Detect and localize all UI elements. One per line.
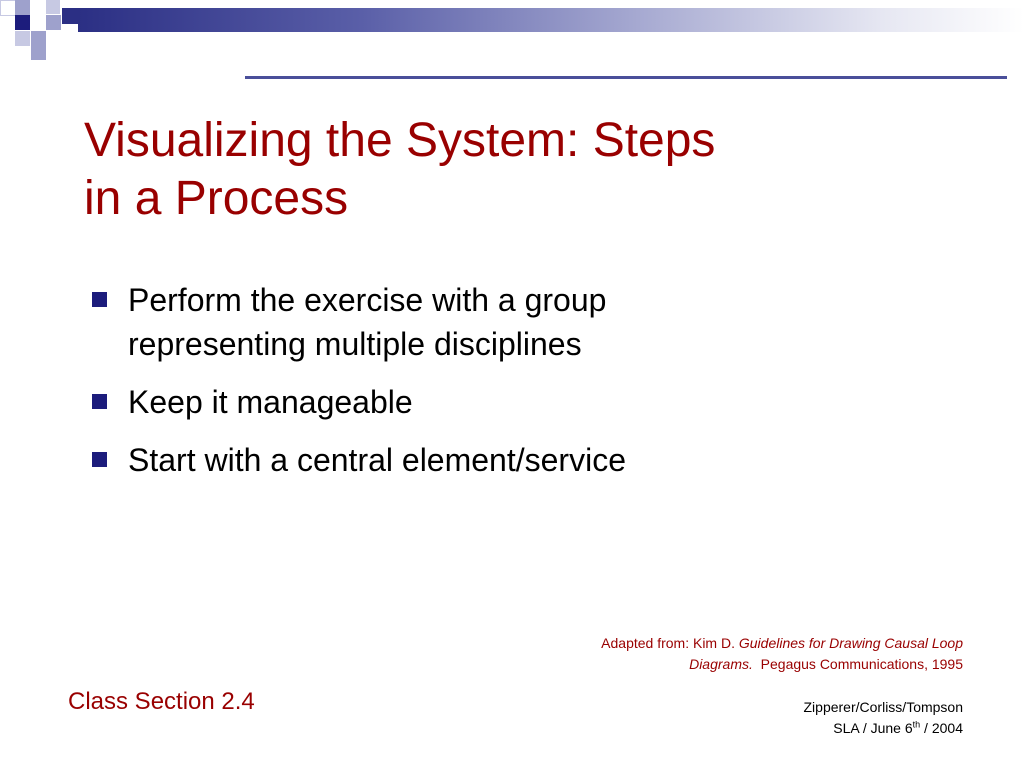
bullet-item — [90, 380, 850, 424]
bullet-text: Keep it manageable — [128, 384, 413, 420]
authors-footer — [663, 697, 963, 739]
citation-title: Guidelines for Drawing Causal Loop — [738, 635, 963, 651]
citation-prefix: Adapted from: Kim D. — [601, 635, 739, 651]
title-rule — [245, 76, 1007, 79]
deco-square — [15, 15, 30, 30]
slide-title — [84, 112, 944, 228]
deco-square — [15, 31, 30, 46]
deco-square — [31, 31, 46, 46]
square-bullet-icon — [92, 452, 107, 467]
deco-square — [31, 46, 46, 60]
deco-square — [31, 15, 46, 30]
bullet-item — [90, 438, 850, 482]
header-gradient-bar — [78, 8, 1024, 32]
date-prefix: SLA / June 6 — [833, 720, 913, 736]
citation — [443, 633, 963, 675]
square-bullet-icon — [92, 394, 107, 409]
section-label: Class Section 2.4 — [68, 688, 255, 715]
citation-suffix: Pegagus Communications, 1995 — [752, 656, 963, 672]
author-names: Zipperer/Corliss/Tompson — [803, 699, 963, 715]
bullet-list — [90, 278, 850, 496]
date-suffix: th — [912, 719, 921, 730]
square-bullet-icon — [92, 292, 107, 307]
slide-title-line: in a Process — [84, 172, 349, 225]
slide-title-line: Visualizing the System: Steps — [84, 114, 716, 167]
bullet-item — [90, 278, 850, 366]
bullet-text: Perform the exercise with a group — [128, 282, 607, 318]
bullet-text: Start with a central element/service — [128, 442, 626, 478]
citation-title: Diagrams. — [689, 656, 753, 672]
deco-square — [0, 0, 16, 16]
date-year: / 2004 — [920, 720, 963, 736]
deco-square — [46, 0, 60, 14]
bullet-text: representing multiple disciplines — [128, 326, 582, 362]
deco-square — [15, 0, 30, 15]
deco-square — [62, 8, 78, 24]
deco-square — [46, 15, 61, 30]
